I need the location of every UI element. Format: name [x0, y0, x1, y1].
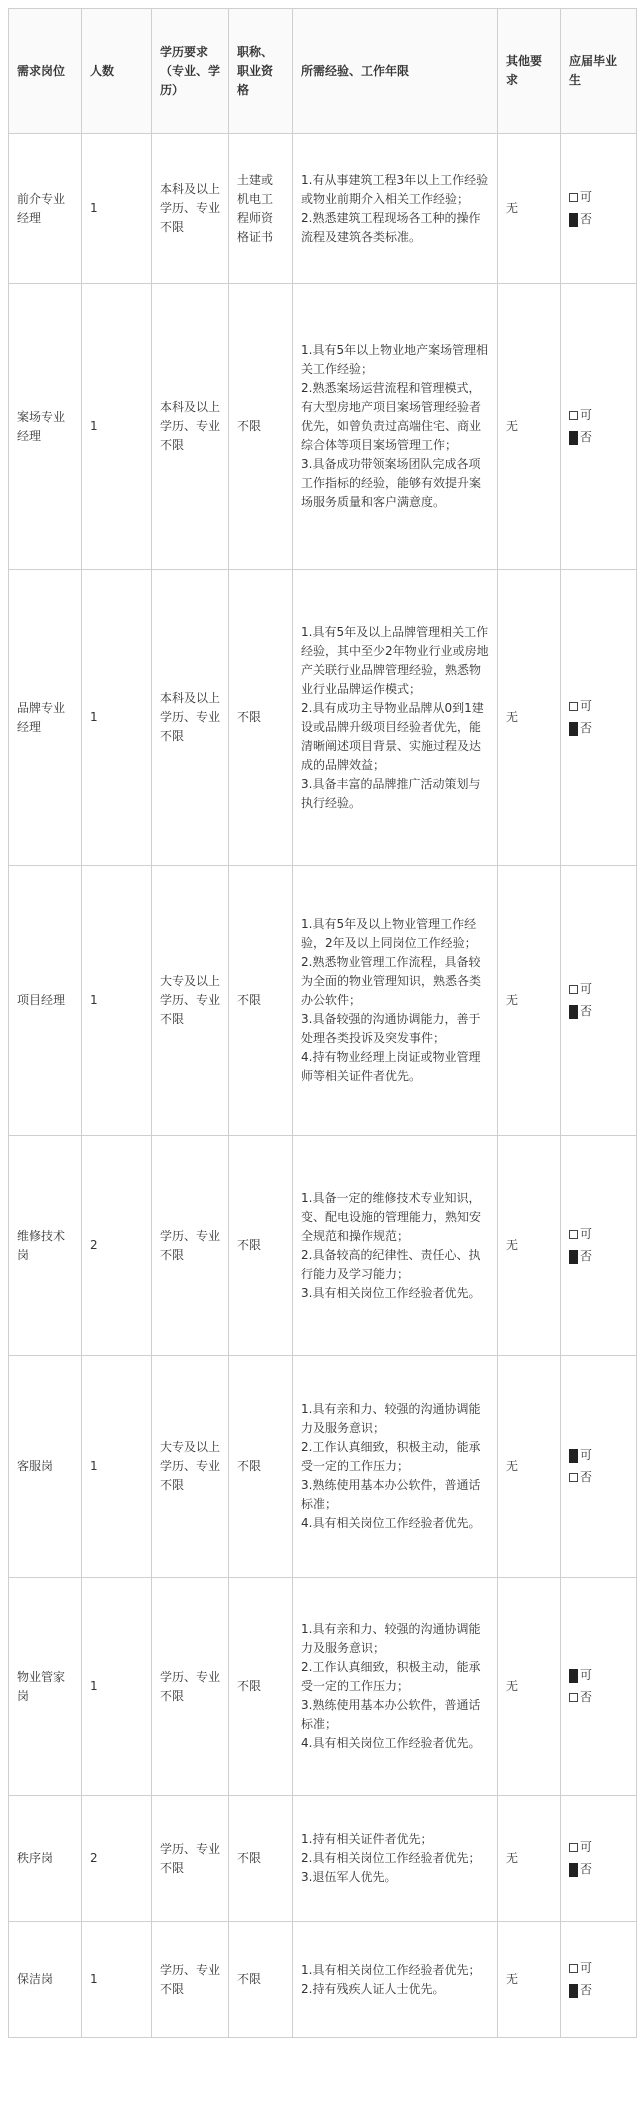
experience-line: 3.具备较强的沟通协调能力，善于处理各类投诉及突发事件；	[301, 1012, 481, 1045]
graduate-cell	[561, 570, 637, 866]
graduate-option-label: 可	[580, 699, 593, 713]
filled-checkbox-icon	[569, 431, 578, 445]
graduate-option-label: 否	[580, 1862, 593, 1876]
other-cell: 无	[498, 1578, 561, 1796]
table-row	[9, 1796, 637, 1922]
graduate-option-label: 否	[580, 1983, 593, 1997]
other-cell: 无	[498, 1356, 561, 1578]
experience-line: 2.熟悉建筑工程现场各工种的操作流程及建筑各类标准。	[301, 210, 481, 244]
count-cell: 2	[82, 1796, 152, 1922]
experience-line: 1.具备一定的维修技术专业知识，变、配电设施的管理能力，熟知安全规范和操作规范；	[301, 1190, 482, 1243]
experience-line: 2.持有残疾人证人士优先。	[301, 1981, 445, 1996]
graduate-option-yes	[569, 1446, 628, 1465]
experience-cell	[293, 1136, 498, 1356]
empty-checkbox-icon	[569, 1693, 578, 1702]
education-cell: 学历、专业不限	[152, 1136, 229, 1356]
empty-checkbox-icon	[569, 193, 578, 202]
graduate-option-no	[569, 1981, 628, 2000]
graduate-option-label: 可	[580, 408, 593, 422]
count-cell: 2	[82, 1136, 152, 1356]
table-row	[9, 1136, 637, 1356]
experience-cell	[293, 1796, 498, 1922]
title-cell: 不限	[229, 1356, 293, 1578]
graduate-option-yes	[569, 697, 628, 716]
other-cell: 无	[498, 134, 561, 284]
experience-line: 4.持有物业经理上岗证或物业管理师等相关证件者优先。	[301, 1050, 481, 1083]
title-cell: 不限	[229, 1796, 293, 1922]
graduate-option-label: 否	[580, 1249, 593, 1263]
education-cell: 大专及以上学历、专业不限	[152, 1356, 229, 1578]
experience-cell	[293, 1578, 498, 1796]
experience-line: 2.具备较高的纪律性、责任心、执行能力及学习能力；	[301, 1247, 481, 1281]
position-cell: 维修技术岗	[9, 1136, 82, 1356]
count-cell: 1	[82, 1356, 152, 1578]
empty-checkbox-icon	[569, 702, 578, 711]
experience-cell	[293, 1356, 498, 1578]
experience-line: 3.退伍军人优先。	[301, 1870, 397, 1884]
title-cell: 不限	[229, 570, 293, 866]
education-cell: 学历、专业不限	[152, 1922, 229, 2038]
experience-line: 2.具有相关岗位工作经验者优先；	[301, 1851, 481, 1865]
graduate-option-label: 否	[580, 212, 593, 226]
empty-checkbox-icon	[569, 985, 578, 994]
experience-line: 4.具有相关岗位工作经验者优先。	[301, 1736, 481, 1750]
education-cell: 本科及以上学历、专业不限	[152, 284, 229, 570]
empty-checkbox-icon	[569, 1230, 578, 1239]
graduate-cell	[561, 1796, 637, 1922]
graduate-cell	[561, 1578, 637, 1796]
header-row	[9, 9, 637, 134]
graduate-cell	[561, 1922, 637, 2038]
position-cell: 项目经理	[9, 866, 82, 1136]
graduate-option-label: 可	[580, 1840, 593, 1854]
experience-line: 1.具有相关岗位工作经验者优先；	[301, 1962, 481, 1977]
count-cell: 1	[82, 1578, 152, 1796]
graduate-option-yes	[569, 406, 628, 425]
count-cell: 1	[82, 134, 152, 284]
filled-checkbox-icon	[569, 1984, 578, 1998]
title-cell: 不限	[229, 284, 293, 570]
graduate-option-no	[569, 1860, 628, 1879]
other-cell: 无	[498, 1136, 561, 1356]
education-cell: 学历、专业不限	[152, 1578, 229, 1796]
filled-checkbox-icon	[569, 1449, 578, 1463]
graduate-option-no	[569, 210, 628, 229]
position-cell: 品牌专业经理	[9, 570, 82, 866]
experience-line: 2.熟悉物业管理工作流程，具备较为全面的物业管理知识，熟悉各类办公软件；	[301, 955, 482, 1007]
title-cell: 不限	[229, 1578, 293, 1796]
graduate-cell	[561, 1356, 637, 1578]
empty-checkbox-icon	[569, 1843, 578, 1852]
header-graduate: 应届毕业生	[561, 9, 637, 134]
position-cell: 前介专业经理	[9, 134, 82, 284]
count-cell: 1	[82, 866, 152, 1136]
graduate-option-yes	[569, 1959, 628, 1978]
other-cell: 无	[498, 866, 561, 1136]
title-cell: 不限	[229, 866, 293, 1136]
graduate-option-yes	[569, 980, 628, 999]
table-row	[9, 1578, 637, 1796]
graduate-option-label: 否	[580, 430, 593, 444]
experience-line: 2.具有成功主导物业品牌从0到1建设或品牌升级项目经验者优先，能清晰阐述项目背景、实施过程及达成的品牌效益；	[301, 700, 484, 772]
graduate-option-label: 否	[580, 1004, 593, 1018]
graduate-option-label: 可	[580, 190, 593, 204]
experience-line: 3.熟练使用基本办公软件，普通话标准；	[301, 1698, 481, 1731]
other-cell: 无	[498, 1796, 561, 1922]
table-body	[9, 134, 637, 2038]
experience-line: 1.具有亲和力、较强的沟通协调能力及服务意识；	[301, 1402, 481, 1435]
filled-checkbox-icon	[569, 722, 578, 736]
graduate-option-no	[569, 1688, 628, 1707]
count-cell: 1	[82, 570, 152, 866]
filled-checkbox-icon	[569, 1005, 578, 1019]
other-cell: 无	[498, 1922, 561, 2038]
experience-cell	[293, 284, 498, 570]
experience-cell	[293, 1922, 498, 2038]
position-cell: 保洁岗	[9, 1922, 82, 2038]
filled-checkbox-icon	[569, 1669, 578, 1683]
header-position: 需求岗位	[9, 9, 82, 134]
graduate-cell	[561, 134, 637, 284]
experience-line: 1.具有5年以上物业地产案场管理相关工作经验；	[301, 343, 489, 376]
experience-line: 1.有从事建筑工程3年以上工作经验或物业前期介入相关工作经验；	[301, 172, 489, 206]
position-cell: 案场专业经理	[9, 284, 82, 570]
table-row	[9, 284, 637, 570]
experience-line: 1.具有5年及以上物业管理工作经验，2年及以上同岗位工作经验；	[301, 917, 477, 950]
graduate-option-label: 可	[580, 1961, 593, 1975]
filled-checkbox-icon	[569, 213, 578, 227]
other-cell: 无	[498, 284, 561, 570]
graduate-option-no	[569, 719, 628, 738]
table-row	[9, 1356, 637, 1578]
position-cell: 客服岗	[9, 1356, 82, 1578]
count-cell: 1	[82, 1922, 152, 2038]
title-cell: 不限	[229, 1922, 293, 2038]
experience-line: 3.具备丰富的品牌推广活动策划与执行经验。	[301, 776, 481, 810]
experience-line: 1.具有5年及以上品牌管理相关工作经验，其中至少2年物业行业或房地产关联行业品牌管理经验，熟悉物业行业品牌运作模式；	[301, 624, 489, 696]
experience-line: 1.具有亲和力、较强的沟通协调能力及服务意识；	[301, 1622, 481, 1655]
education-cell: 学历、专业不限	[152, 1796, 229, 1922]
filled-checkbox-icon	[569, 1250, 578, 1264]
experience-line: 4.具有相关岗位工作经验者优先。	[301, 1516, 481, 1530]
table-row	[9, 866, 637, 1136]
graduate-option-no	[569, 1002, 628, 1021]
graduate-option-label: 可	[580, 1448, 593, 1462]
graduate-option-no	[569, 1468, 628, 1487]
graduate-option-yes	[569, 188, 628, 207]
other-cell: 无	[498, 570, 561, 866]
title-cell: 土建或机电工程师资格证书	[229, 134, 293, 284]
graduate-option-yes	[569, 1838, 628, 1857]
position-cell: 物业管家岗	[9, 1578, 82, 1796]
experience-line: 2.工作认真细致，积极主动，能承受一定的工作压力；	[301, 1660, 481, 1693]
experience-line: 3.具有相关岗位工作经验者优先。	[301, 1285, 481, 1300]
experience-cell	[293, 570, 498, 866]
experience-line: 1.持有相关证件者优先；	[301, 1832, 433, 1846]
table-row	[9, 570, 637, 866]
header-education: 学历要求（专业、学历）	[152, 9, 229, 134]
experience-line: 3.具备成功带领案场团队完成各项工作指标的经验，能够有效提升案场服务质量和客户满意度。	[301, 457, 482, 509]
graduate-option-label: 否	[580, 1470, 593, 1484]
table-row	[9, 1922, 637, 2038]
header-experience: 所需经验、工作年限	[293, 9, 498, 134]
experience-line: 2.熟悉案场运营流程和管理模式，有大型房地产项目案场管理经验者优先，如曾负责过高端住宅、商业综合体等项目案场管理工作；	[301, 381, 482, 452]
graduate-option-label: 否	[580, 1690, 593, 1704]
graduate-option-no	[569, 428, 628, 447]
header-title: 职称、职业资格	[229, 9, 293, 134]
filled-checkbox-icon	[569, 1863, 578, 1877]
empty-checkbox-icon	[569, 1964, 578, 1973]
position-cell: 秩序岗	[9, 1796, 82, 1922]
empty-checkbox-icon	[569, 1473, 578, 1482]
graduate-cell	[561, 866, 637, 1136]
experience-line: 2.工作认真细致，积极主动，能承受一定的工作压力；	[301, 1440, 481, 1473]
graduate-option-label: 可	[580, 1668, 593, 1682]
empty-checkbox-icon	[569, 411, 578, 420]
graduate-option-yes	[569, 1666, 628, 1685]
experience-line: 3.熟练使用基本办公软件，普通话标准；	[301, 1478, 481, 1511]
graduate-option-yes	[569, 1225, 628, 1244]
graduate-option-no	[569, 1247, 628, 1266]
graduate-cell	[561, 284, 637, 570]
header-count: 人数	[82, 9, 152, 134]
recruitment-table	[8, 8, 637, 2038]
experience-cell	[293, 134, 498, 284]
graduate-option-label: 可	[580, 1227, 593, 1241]
education-cell: 本科及以上学历、专业不限	[152, 134, 229, 284]
graduate-option-label: 可	[580, 982, 593, 996]
graduate-cell	[561, 1136, 637, 1356]
table-row	[9, 134, 637, 284]
graduate-option-label: 否	[580, 721, 593, 735]
title-cell: 不限	[229, 1136, 293, 1356]
header-other: 其他要求	[498, 9, 561, 134]
count-cell: 1	[82, 284, 152, 570]
experience-cell	[293, 866, 498, 1136]
education-cell: 大专及以上学历、专业不限	[152, 866, 229, 1136]
education-cell: 本科及以上学历、专业不限	[152, 570, 229, 866]
